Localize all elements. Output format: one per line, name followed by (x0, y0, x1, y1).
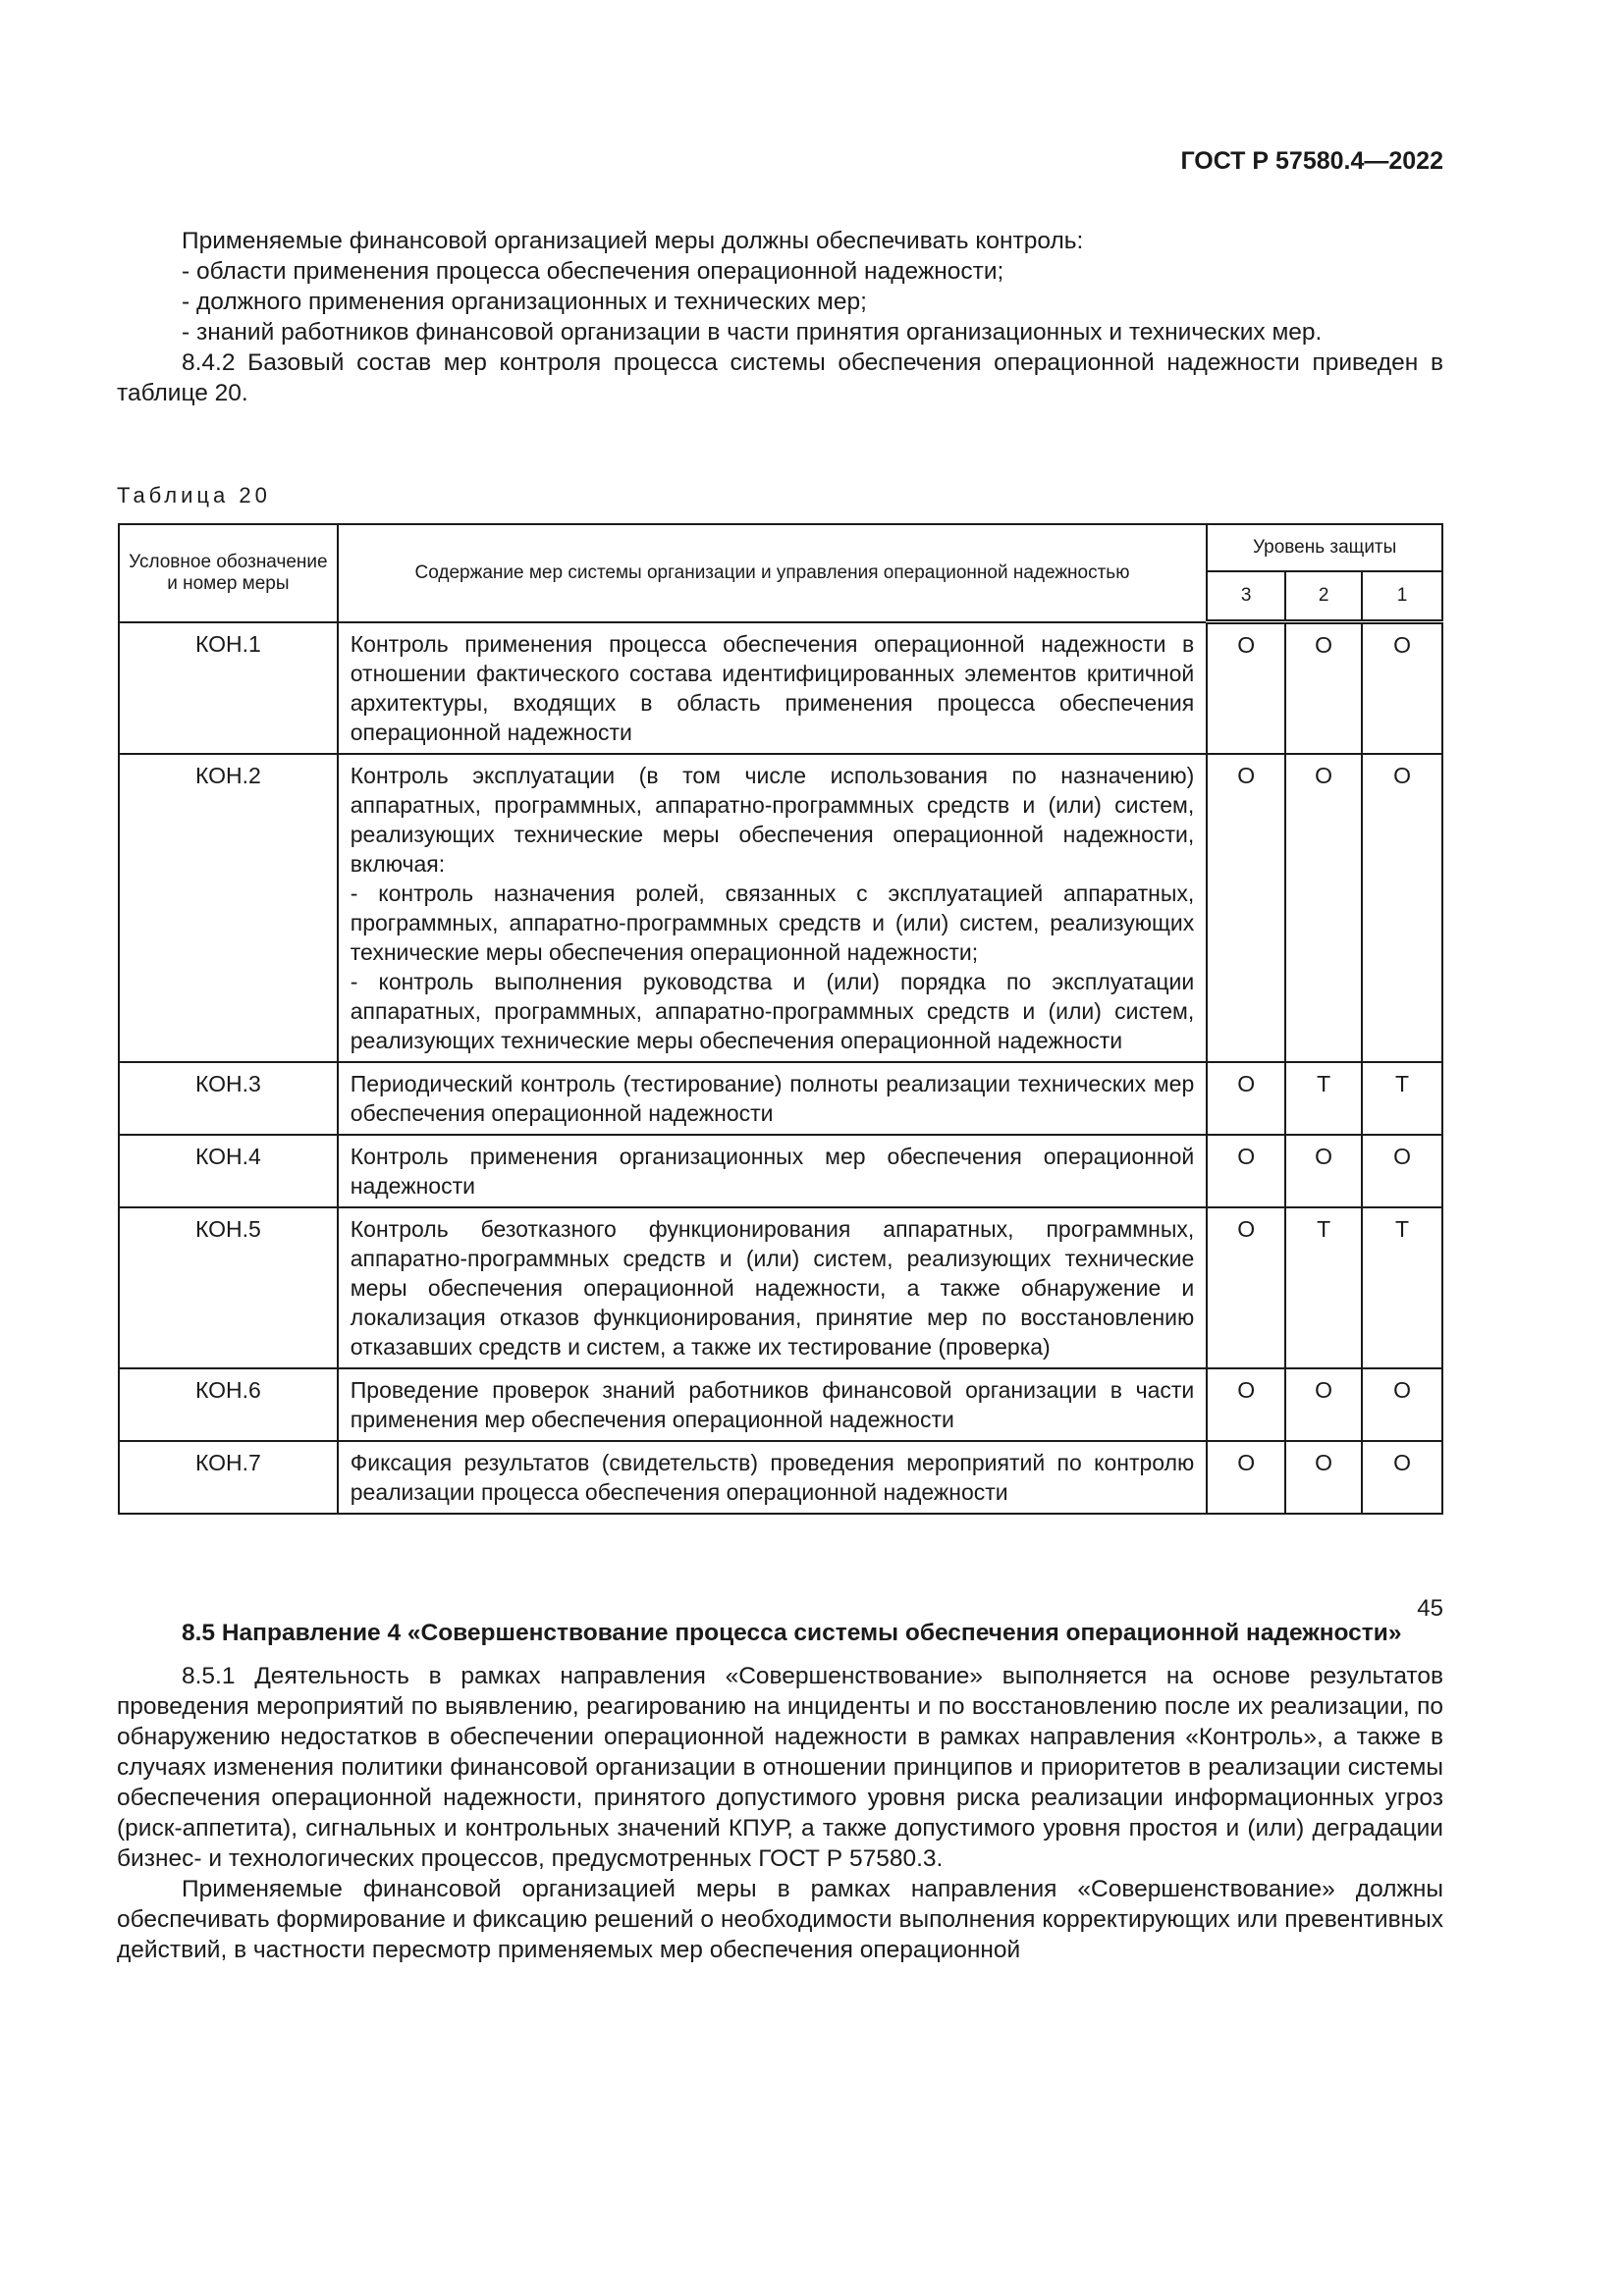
level-1-value: О (1362, 622, 1442, 754)
table-row (119, 1368, 1442, 1441)
level-1-value: Т (1362, 1207, 1442, 1368)
table-row (119, 1135, 1442, 1207)
measure-code: КОН.3 (119, 1062, 338, 1135)
level-3-value: О (1207, 1441, 1285, 1514)
measure-description: Контроль безотказного функционирования аппаратных, программных, аппаратно-программных средств и (или) систем, реализующих технические меры обеспечения операционной надежности, а также обнаружение и локализация отказов функционирования, принятие мер по восстановлению отказавших средств и систем, а также их тестирование (проверка) (350, 1215, 1195, 1360)
paragraph-8-4-2: 8.4.2 Базовый состав мер контроля процесса системы обеспечения операционной надежности приведен в таблице 20. (117, 349, 1443, 406)
level-1-value: О (1362, 754, 1442, 1062)
section-8-5 (117, 1618, 1443, 1965)
section-heading: 8.5 Направление 4 «Совершенствование процесса системы обеспечения операционной надежности» (182, 1620, 1402, 1646)
level-1-value: О (1362, 1441, 1442, 1514)
measure-code: КОН.7 (119, 1441, 338, 1514)
paragraph: Применяемые финансовой организацией меры в рамках направления «Совершенствование» должны обеспечивать формирование и фиксацию решений о необходимости выполнения корректирующих или превентивных действий, в частности пересмотр применяемых мер обеспечения операционной (117, 1876, 1443, 1963)
measure-description: Контроль применения организационных мер обеспечения операционной надежности (350, 1143, 1195, 1199)
level-2-value: Т (1285, 1207, 1362, 1368)
measure-description: Контроль применения процесса обеспечения операционной надежности в отношении фактического состава идентифицированных элементов критичной архитектуры, входящих в область применения процесса обеспечения операционной надежности (350, 630, 1195, 745)
measure-code: КОН.4 (119, 1135, 338, 1207)
measure-text (338, 1368, 1207, 1441)
measure-text (338, 1135, 1207, 1207)
measure-description: Контроль эксплуатации (в том числе использования по назначению) аппаратных, программных, аппаратно-программных средств и (или) систем, реализующих технические меры обеспечения операционной надежности, включая: (350, 762, 1195, 877)
level-2-value: О (1285, 754, 1362, 1062)
table-row (119, 1207, 1442, 1368)
list-item: - знаний работников финансовой организации в части принятия организационных и технических мер. (182, 319, 1323, 346)
paragraph-8-5-1: 8.5.1 Деятельность в рамках направления «Совершенствование» выполняется на основе результатов проведения мероприятий по выявлению, реагированию на инциденты и по восстановлению после их реализации, по обнаружению недостатков в обеспечении операционной надежности в рамках направления «Контроль», а также в случаях изменения политики финансовой организации в отношении принципов и приоритетов в реализации системы обеспечения операционной надежности, принятого допустимого уровня риска реализации информационных угроз (риск-аппетита), сигнальных и контрольных значений КПУР, а также допустимого уровня простоя и (или) деградации бизнес- и технологических процессов, предусмотренных ГОСТ Р 57580.3. (117, 1663, 1443, 1872)
level-3-value: О (1207, 1135, 1285, 1207)
measure-text (338, 622, 1207, 754)
page-number: 45 (1417, 1595, 1443, 1622)
measure-text (338, 754, 1207, 1062)
document-id: ГОСТ Р 57580.4—2022 (1180, 147, 1443, 175)
measure-text (338, 1207, 1207, 1368)
measure-code: КОН.5 (119, 1207, 338, 1368)
level-2-value: О (1285, 1368, 1362, 1441)
table-row (119, 1441, 1442, 1514)
header-level-2: 2 (1285, 571, 1362, 622)
level-3-value: О (1207, 1062, 1285, 1135)
table-row (119, 1062, 1442, 1135)
header-code: Условное обозначение и номер меры (119, 524, 338, 622)
level-2-value: О (1285, 622, 1362, 754)
measures-table (118, 523, 1443, 1515)
header-level: Уровень защиты (1207, 524, 1442, 571)
header-level-1: 1 (1362, 571, 1442, 622)
level-1-value: О (1362, 1368, 1442, 1441)
measure-description: Проведение проверок знаний работников финансовой организации в части применения мер обеспечения операционной надежности (350, 1376, 1195, 1432)
level-2-value: О (1285, 1135, 1362, 1207)
header-content: Содержание мер системы организации и управления операционной надежностью (338, 524, 1207, 622)
level-1-value: Т (1362, 1062, 1442, 1135)
intro (117, 226, 1443, 408)
measure-code: КОН.2 (119, 754, 338, 1062)
list-item: - должного применения организационных и технических мер; (182, 289, 867, 315)
table-row (119, 754, 1442, 1062)
measure-code: КОН.6 (119, 1368, 338, 1441)
table-row (119, 622, 1442, 754)
measure-description: Фиксация результатов (свидетельств) проведения мероприятий по контролю реализации процесса обеспечения операционной надежности (350, 1449, 1195, 1505)
level-3-value: О (1207, 1368, 1285, 1441)
level-3-value: О (1207, 754, 1285, 1062)
level-1-value: О (1362, 1135, 1442, 1207)
measure-subitem: - контроль назначения ролей, связанных с эксплуатацией аппаратных, программных, аппаратно-программных средств и (или) систем, реализующих технические меры обеспечения операционной надежности; (350, 880, 1195, 965)
intro-paragraph: Применяемые финансовой организацией меры должны обеспечивать контроль: (182, 228, 1084, 254)
measure-subitem: - контроль выполнения руководства и (или) порядка по эксплуатации аппаратных, программных, аппаратно-программных средств и (или) систем, реализующих технические меры обеспечения операционной надежности (350, 968, 1195, 1053)
list-item: - области применения процесса обеспечения операционной надежности; (182, 258, 1004, 285)
table-caption: Таблица 20 (117, 483, 271, 507)
header-level-3: 3 (1207, 571, 1285, 622)
measure-code: КОН.1 (119, 622, 338, 754)
measure-description: Периодический контроль (тестирование) полноты реализации технических мер обеспечения операционной надежности (350, 1070, 1195, 1126)
level-2-value: О (1285, 1441, 1362, 1514)
level-2-value: Т (1285, 1062, 1362, 1135)
measure-text (338, 1441, 1207, 1514)
level-3-value: О (1207, 622, 1285, 754)
measure-text (338, 1062, 1207, 1135)
level-3-value: О (1207, 1207, 1285, 1368)
